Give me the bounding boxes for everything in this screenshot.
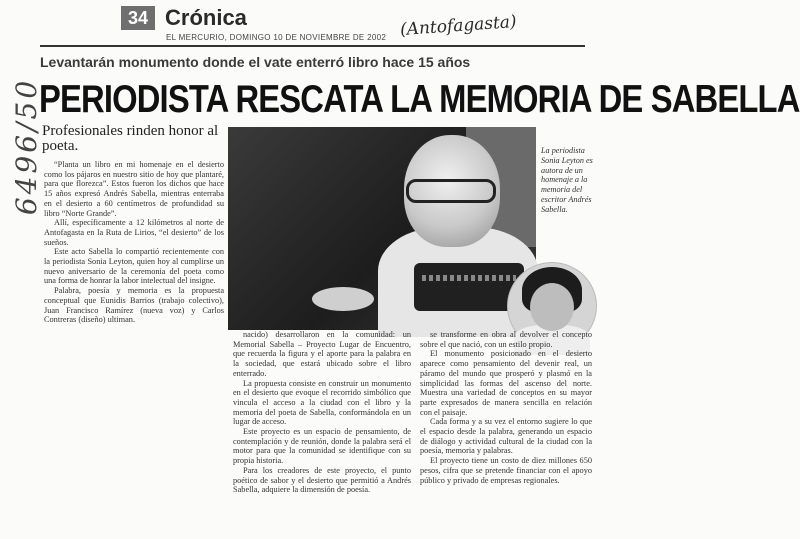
kicker: Levantarán monumento donde el vate enterró libro hace 15 años xyxy=(40,54,471,70)
handwritten-note: (Antofagasta) xyxy=(399,11,518,41)
paragraph: Allí, específicamente a 12 kilómetros al norte de Antofagasta en la Ruta de Lirios, “el desierto” de los sueños. xyxy=(44,218,224,247)
subhead: Profesionales rinden honor al poeta. xyxy=(42,123,219,154)
paragraph: El monumento posicionado en el desierto aparece como pensamiento del devenir real, un páramo del mundo que prosperó y plasmó en la simplicidad las formas del ascenso del norte. Muestra una variedad de conceptos en su mayor parte expresados de manera sencilla en relación con el paisaje. xyxy=(420,349,592,417)
paragraph: La propuesta consiste en construir un monumento en el desierto que evoque el recorrido simbólico que vincula el acceso a la ciudad con el libro y la memoria del poeta de Sabella, conformándola en un lugar de acceso. xyxy=(233,378,411,427)
typewriter-keys xyxy=(422,275,516,281)
article-column-2 xyxy=(233,330,411,535)
paragraph: El proyecto tiene un costo de diez millones 650 pesos, cifra que se pretende financiar con el apoyo público y privado de empresas regionales. xyxy=(420,456,592,485)
photo-subject-glasses xyxy=(406,179,496,203)
header-rule xyxy=(40,45,585,47)
article-column-1 xyxy=(44,160,224,380)
handwritten-number: 6496/50 xyxy=(10,77,44,216)
paragraph: se transforme en obra al devolver el concepto sobre el que nació, con un estilo propio. xyxy=(420,330,592,349)
section-title: Crónica xyxy=(165,5,247,30)
paragraph: Para los creadores de este proyecto, el punto poético de sabor y el desierto que permitió a Andrés Sabella, adquiere la dimensión de poesía. xyxy=(233,465,411,495)
headline: PERIODISTA RESCATA LA MEMORIA DE SABELLA xyxy=(39,78,800,121)
inset-face xyxy=(530,283,574,331)
paragraph: “Planta un libro en mi homenaje en el desierto como los pájaros en nuestro sitio de hoy que plantaré, para que florezca”. Estos fueron los dichos que hace 15 años expresó Andrés Sabella, mientras enterraba en el desierto a 60 centímetros de profundidad su libro “Norte Grande”. xyxy=(44,160,224,218)
paragraph: Palabra, poesía y memoria es la propuesta conceptual que Eunidis Barrios (trabajo colectivo), Juan Francisco Ramírez (nueva voz) y Carlos Contreras (diseño) ultiman. xyxy=(44,286,224,325)
paragraph: Este proyecto es un espacio de pensamiento, de contemplación y de reunión, donde la palabra será el motor para que la comunidad se identifique con su propia historia. xyxy=(233,427,411,466)
paragraph: Este acto Sabella lo compartió recientemente con la periodista Sonia Leyton, quien hoy al cumplirse un nuevo aniversario de la ceremonia del poeta como una forma de honrar la labor intelectual del insigne. xyxy=(44,247,224,286)
main-photo xyxy=(228,127,536,330)
paragraph: nacido) desarrollaron en la comunidad: un Memorial Sabella – Proyecto Lugar de Encuentro, que recuerda la figura y el aporte para la palabra en la sociedad, que estará ubicado sobre el libro enterrado. xyxy=(233,330,411,378)
photo-caption: La periodista Sonia Leyton es autora de un homenaje a la memoria del escritor Andrés Sabella. xyxy=(541,146,593,214)
paragraph: Cada forma y a su vez el entorno sugiere lo que el espacio desde la palabra, generando un espacio de diálogo y actividad cultural de la ciudad con la poesía, memoria y palabras. xyxy=(420,417,592,456)
article-column-3 xyxy=(420,330,592,535)
photo-subject-hand xyxy=(312,287,374,311)
page-number: 34 xyxy=(121,6,155,30)
dateline: EL MERCURIO, DOMINGO 10 DE NOVIEMBRE DE 2002 xyxy=(166,33,387,42)
